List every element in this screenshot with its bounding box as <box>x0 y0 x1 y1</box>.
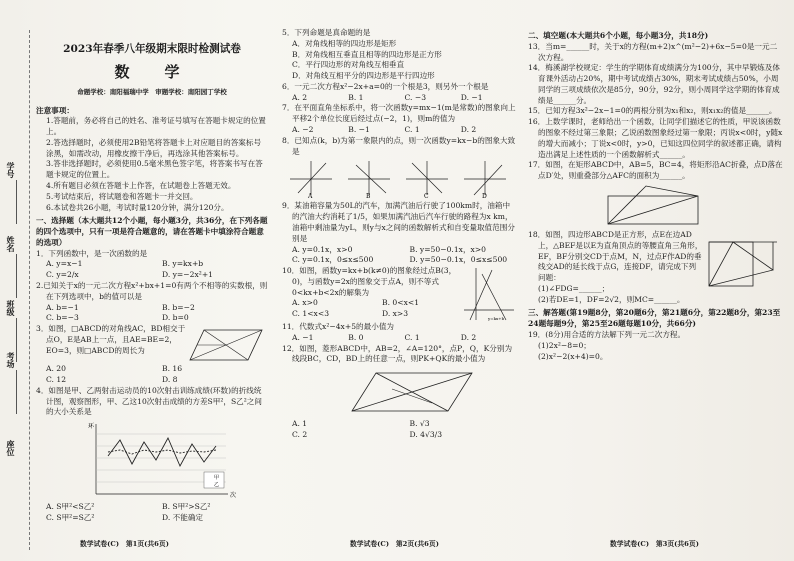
question-18: 18．如图，四边形ABCD是正方形，点E在边AD上，△BEF是以E为直角顶点的等腰直角三角形，EF，BF分别交CD于点M，N，过点F作AD的垂线交AD的延长线于点G，连接DF，请完成下列问题： <box>528 229 703 283</box>
question-8: 8．已知点(k，b)为第一象限内的点，则一次函数y=kx−b的图象大致是 <box>282 135 516 156</box>
notice-item: 3.答非选择题时，必须使用0.5毫米黑色签字笔，将答案书写在答题卡规定的位置上。 <box>46 159 263 180</box>
question-1-options <box>36 270 268 281</box>
question-18-block <box>528 230 783 305</box>
option-d: D. 8 <box>162 374 178 384</box>
option-c: C．平行四边形的对角线互相垂直 <box>292 60 405 70</box>
question-18-part-1: (1)∠FDG=______； <box>538 283 610 293</box>
question-5: 5．下列命题是真命题的是 <box>282 28 371 37</box>
option-c: C. 1 <box>404 125 420 135</box>
page-3-column <box>528 28 783 362</box>
option-d: D. −1 <box>460 92 483 102</box>
option-b: B. y=kx+b <box>162 259 204 269</box>
binding-label-student-id: 学号 <box>6 162 16 178</box>
option-a: A. −1 <box>292 332 314 342</box>
question-4-options <box>36 513 268 524</box>
square-figure <box>703 230 781 296</box>
question-10: 10．如图，函数y=kx+b(k≠0)的图象经过点B(3，0)，与函数y=2x的图象交于点A，则不等式0<kx+b<2x的解集为 <box>282 266 457 297</box>
parallelogram-figure <box>186 324 266 364</box>
binding-line <box>16 370 17 414</box>
question-15: 15．已知方程3x²−2x−1=0的两根分别为x₁和x₂，则x₁x₂的值是______。 <box>528 106 777 116</box>
notice-item: 6.本试卷共26小题，考试时量120分钟，满分120分。 <box>46 202 229 212</box>
graph-line-label: y=kx+b <box>488 316 505 322</box>
section-choice-heading: 一、选择题（本大题共12个小题，每小题3分，共36分，在下列各题的四个选项中，只有一项是符合题意的，请在答题卡中填涂符合题意的选项） <box>36 216 268 247</box>
question-10-block <box>282 266 517 322</box>
question-11: 11．代数式x²−4x+5的最小值为 <box>282 322 395 332</box>
question-4-options <box>36 502 268 513</box>
option-b: B. 1 <box>348 92 364 102</box>
question-9-options <box>282 255 517 266</box>
question-4: 4．如图是甲、乙两射击运动员的10次射击训练成绩(环数)的折线统计图，观察图形，甲、乙这10次射击成绩的方差S甲²，S乙²之间的大小关系是 <box>36 385 262 417</box>
question-6: 6．一元二次方程x²−2x+a=0的一个根是3，则另外一个根是 <box>282 81 489 91</box>
option-a: A. 20 <box>46 364 66 374</box>
question-1: 1．下列函数中，是一次函数的是 <box>36 248 148 258</box>
option-d: D. y=50−0.1x，0≤x≤500 <box>409 255 508 265</box>
option-b: B. 0<x<1 <box>382 298 420 308</box>
option-a: A. −2 <box>292 125 314 135</box>
binding-label-exam-room: 考场 <box>6 352 16 368</box>
question-3-options <box>36 364 268 375</box>
exam-title: 2023年春季八年级期末限时检测试卷 <box>63 43 241 55</box>
option-d: D. 2 <box>460 332 477 342</box>
question-3: 3．如图，□ABCD的对角线AC，BD相交于点O，E是AB上一点，且AE=BE=2，EO=3，则□ABCD的周长为 <box>36 324 186 355</box>
option-a: A. 2 <box>292 92 308 102</box>
binding-line <box>16 254 17 298</box>
option-d: D．对角线互相平分的四边形是平行四边形 <box>292 71 435 81</box>
folded-rectangle-figure <box>528 184 783 228</box>
question-2-options <box>36 303 268 314</box>
option-b: B. 0 <box>348 332 364 342</box>
option-c: C. 2 <box>292 429 308 439</box>
graph-label-d: D <box>482 193 487 200</box>
page-3-footer: 数学试卷(C) 第3页(共6页) <box>610 540 699 548</box>
binding-strip <box>0 30 30 550</box>
option-d: D. y=−2x²+1 <box>162 270 214 280</box>
question-7-options <box>282 125 517 136</box>
question-19: 19．(8分)用合适的方法解下列一元二次方程。 <box>528 329 686 339</box>
question-10-options <box>282 309 462 320</box>
question-18-part-2: (2)若DE=1，DF=2√2，则MC=______。 <box>538 294 685 304</box>
option-a: A. x>0 <box>292 298 318 308</box>
option-b: B. 16 <box>162 364 183 374</box>
notice-item: 1.答题前，务必将自己的姓名、准考证号填写在答题卡规定的位置上。 <box>46 116 266 137</box>
option-a: A. S甲²<S乙² <box>46 502 95 512</box>
question-10-options <box>282 298 462 309</box>
question-2-options <box>36 313 268 324</box>
question-11-options <box>282 333 517 344</box>
question-3-options <box>36 375 268 386</box>
option-a: A. 1 <box>292 419 308 429</box>
page-1-footer: 数学试卷(C) 第1页(共6页) <box>80 540 169 548</box>
graph-label-b: B <box>366 193 371 200</box>
notice-item: 5.考试结束后，将试题卷和答题卡一并交回。 <box>46 191 198 201</box>
option-b: B. −1 <box>348 125 370 135</box>
school-info: 命题学校：南阳福瑞中学 审题学校：南阳园丁学校 <box>77 88 227 97</box>
option-b: B. y=50−0.1x，x>0 <box>409 244 487 254</box>
subject-heading: 数 学 <box>114 63 190 82</box>
question-12-options <box>282 430 517 441</box>
question-18-text <box>528 230 703 305</box>
option-c: C. b=−3 <box>46 313 79 323</box>
option-b: B．对角线相互垂直且相等的四边形是正方形 <box>292 49 442 59</box>
option-a: A. y=x−1 <box>46 259 83 269</box>
section-answer-heading: 三、解答题(第19题8分，第20题6分，第21题6分，第22题8分，第23至24题每题9分，第25至26题每题10分，共66分) <box>528 308 781 329</box>
question-16: 16．上数学课时，老师给出一个函数，让同学们描述它的性质，甲说该函数的图象不经过第三象限；乙说函数图象经过第一象限；丙说x<0时，y随x的增大而减小；丁说x<0时，y>0，已知这四位同学的叙述都正确，请构造出满足上述性质的一个函数解析式______。 <box>528 117 783 159</box>
option-b: B. √3 <box>409 419 430 429</box>
option-c: C. −3 <box>404 92 427 102</box>
question-19-part-1: (1)2x²−8=0； <box>538 340 591 350</box>
question-10-text <box>282 266 462 322</box>
legend-item-yi: 乙 <box>214 482 220 489</box>
graph-label-a: A <box>308 193 313 200</box>
option-d: D. 4√3/3 <box>409 429 443 439</box>
option-a: A. b=−1 <box>46 302 79 312</box>
section-fill-heading: 二、填空题(本大题共6个小题，每小题3分，共18分) <box>528 31 709 40</box>
question-7: 7．在平面直角坐标系中，将一次函数y=mx−1(m是常数)的图象向上平移2个单位长度后经过点(−2，1)，则m的值为 <box>282 103 516 124</box>
question-9: 9．某油箱容量为50L的汽车，加满汽油后行驶了100km时，油箱中的汽油大约消耗了1/5，如果加满汽油后汽车行驶的路程为x km，油箱中剩油量为yL，则y与x之间的函数解析式和自变量取值范围分别是 <box>282 201 515 243</box>
option-a: A．对角线相等的四边形是矩形 <box>292 38 397 48</box>
option-c: C. 12 <box>46 374 67 384</box>
question-13: 13．当m=______时，关于x的方程(m+2)x^(m²−2)+6x−5=0是一元二次方程。 <box>528 41 778 62</box>
question-1-options <box>36 259 268 270</box>
question-9-options <box>282 245 517 256</box>
page-1-column <box>36 28 268 524</box>
binding-label-name: 姓名 <box>6 236 16 252</box>
option-c: C. 1<x<3 <box>292 309 330 319</box>
option-b: B. b=−2 <box>162 302 195 312</box>
binding-label-seat: 座位 <box>6 440 16 456</box>
binding-label-class: 班级 <box>6 300 16 316</box>
question-6-options <box>282 93 517 104</box>
question-12: 12．如图，菱形ABCD中，AB=2，∠A=120°，点P，Q，K分别为线段BC，CD，BD上的任意一点，则PK+QK的最小值为 <box>282 343 513 364</box>
option-d: D. 不能确定 <box>162 512 204 522</box>
option-d: D. 2 <box>460 125 477 135</box>
option-d: D. x>3 <box>382 309 409 319</box>
page-2-footer: 数学试卷(C) 第2页(共6页) <box>350 540 439 548</box>
option-a: A. y=0.1x，x>0 <box>292 244 353 254</box>
question-12-options <box>282 419 517 430</box>
binding-line <box>16 180 17 224</box>
question-10-graph <box>462 266 516 322</box>
option-d: D. b=0 <box>162 313 189 323</box>
option-c: C. y=0.1x，0≤x≤500 <box>292 255 374 265</box>
notice-item: 4.所有题目必须在答题卡上作答，在试题卷上答题无效。 <box>46 181 236 191</box>
option-c: C. 1 <box>404 332 420 342</box>
chart-y-axis-label: 环 <box>88 423 95 431</box>
page-2-column <box>282 28 517 441</box>
question-3-block <box>36 324 268 364</box>
option-c: C. S甲²=S乙² <box>46 512 95 522</box>
question-14: 14．梅溪湖学校规定：学生的学期体育成绩满分为100分，其中早锻炼及体育课外活动占20%，期中考试成绩占30%，期末考试成绩占50%，小周同学的三项成绩依次是85分，90分，92分，则小周同学这学期的体育成绩是______分。 <box>528 63 780 105</box>
notice-item: 2.答选择题时，必须使用2B铅笔将答题卡上对应题目的答案标号涂黑，如需改动，用橡皮擦干净后，再选涂其他答案标号。 <box>46 137 262 158</box>
legend-item-jia: 甲 <box>214 475 220 482</box>
question-17: 17．如图，在矩形ABCD中，AB=5，BC=4，将矩形沿AC折叠，点D落在点D′处，则重叠部分△AFC的面积为______。 <box>528 160 783 181</box>
chart-x-axis-label: 次 <box>230 492 237 500</box>
option-b: B. S甲²>S乙² <box>162 502 211 512</box>
question-19-part-2: (2)x²−2(x+4)=0。 <box>538 351 608 361</box>
option-c: C. y=2/x <box>46 270 79 280</box>
graph-label-c: C <box>424 193 429 200</box>
question-2: 2.已知关于x的一元二次方程x²+bx+1=0有两个不相等的实数根，则在下列选项中，b的值可以是 <box>36 281 268 301</box>
rhombus-figure <box>282 367 517 417</box>
linear-function-graphs <box>282 159 517 199</box>
shooting-line-chart <box>36 420 268 500</box>
notice-heading: 注意事项： <box>36 105 74 115</box>
